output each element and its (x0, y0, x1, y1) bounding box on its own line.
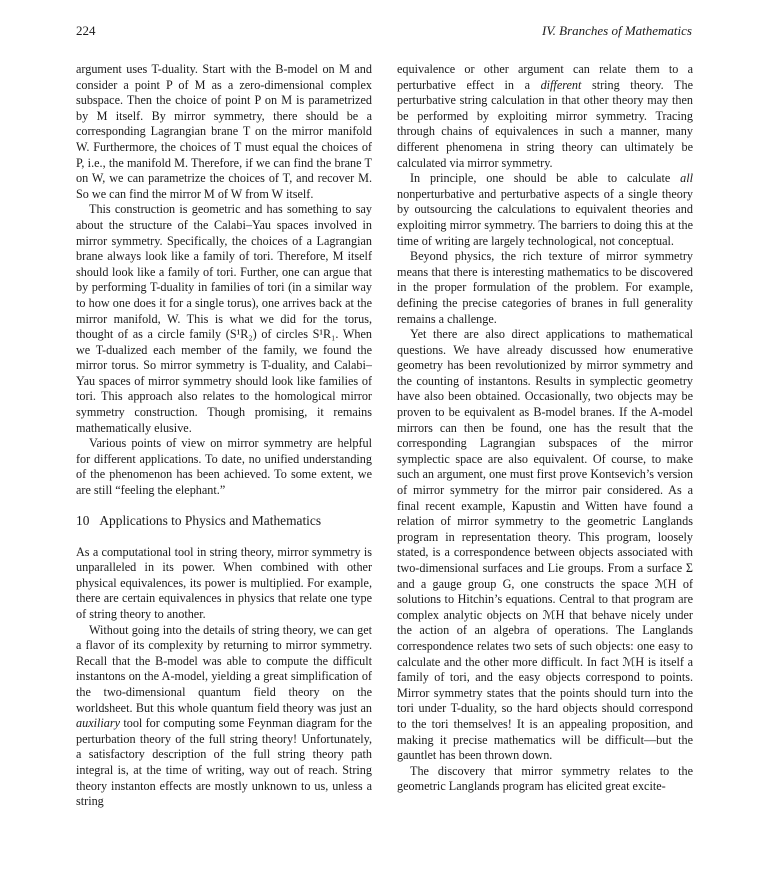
text-run: In principle, one should be able to calculate (410, 171, 681, 186)
paragraph (397, 62, 693, 171)
paragraph: Yet there are also direct applications to mathematical questions. We have already discussed how enumerative geometry has been revolutionized by mirror symmetry and the counting of instantons. Results in symplectic geometry have also been obtained. Occasionally, two objects may be proven to be equivalent as B-model branes. If the A-model mirrors can then be found, one has the result that the corresponding Lagrangian subspaces of the mirror symplectic space are also equivalent. Of course, to make such an argument, one must first prove Kontsevich’s version of mirror symmetry for the mirror pair considered. As a final recent example, Kapustin and Witten have found a relation of mirror symmetry to the geometric Langlands program in representation theory. This program, loosely stated, is a correspondence between objects associated with two-dimensional surfaces and Lie groups. From a surface Σ and a gauge group G, one constructs the space ℳH of solutions to Hitchin’s equations. Central to that program are complex analytic objects on ℳH that behave nicely under the action of an algebra of operations. The Langlands correspondence relates two sets of such objects: one easy to calculate and the other more difficult. In fact ℳH is itself a family of tori, and the easy objects correspond to points. Mirror symmetry states that the points should turn into the tori under T-duality, so the hard objects should correspond to the tori themselves! It is an appealing proposition, and making it precise mathematics will be difficult—but the gauntlet has been thrown down. (397, 327, 693, 763)
section-title: IV. Branches of Mathematics (542, 23, 692, 38)
paragraph: argument uses T-duality. Start with the B-model on M and consider a point P of M as a zero-dimensional complex subspace. Then the choice of point P on M is parametrized by M itself. By mirror symmetry, there should be a corresponding Lagrangian brane T on the mirror manifold W. Furthermore, the choices of T must equal the choices of P, i.e., the manifold M. Therefore, if we can find the brane T on W, we can parametrize the choices of T, and recover M. So we can find the mirror M of W from W itself. (76, 62, 372, 201)
section-heading-title: Applications to Physics and Mathematics (99, 512, 322, 528)
right-column (397, 62, 693, 862)
paragraph: The discovery that mirror symmetry relates to the geometric Langlands program has elicited great excite- (397, 763, 693, 794)
text-run: tool for computing some Feynman diagram for the perturbation theory of the full string theory! Unfortunately, a satisfactory description of the full string theory path integral is, at the time of writing, way out of reach. String theory instanton effects are mostly unknown to us, unless a string (76, 716, 372, 809)
emphasis: auxiliary (76, 716, 121, 731)
left-column (76, 62, 372, 862)
text-run: nonperturbative and perturbative aspects of a single theory by outsourcing the calculations to equivalent theories and exploiting mirror symmetry. The barriers to doing this at the time of writing are largely technological, not conceptual. (397, 186, 693, 248)
paragraph: Various points of view on mirror symmetry are helpful for different applications. To date, no unified understanding of the phenomenon has been achieved. To some extent, we are still “feeling the elephant.” (76, 436, 372, 498)
page-number: 224 (76, 23, 96, 38)
running-head (76, 22, 692, 40)
paragraph: This construction is geometric and has something to say about the structure of the Calabi–Yau spaces involved in mirror symmetry. Specifically, the choices of a Lagrangian brane always look like a family of tori. Therefore, M itself should look like a family of tori. Further, one can argue that by performing T-duality in families of tori (in a similar way to how one does it for a single torus), one arrives back at the mirror manifold, W. This is what we did for the torus, thought of as a circle family (S¹R₂) of circles S¹R₁. When we T-dualized each member of the family, we found the mirror torus. So mirror symmetry is T-duality, and Calabi–Yau spaces of mirror symmetry should look like families of tori. This approach also relates to the homological mirror symmetry construction. Though promising, it remains mathematically elusive. (76, 202, 372, 435)
emphasis: different (540, 77, 582, 92)
paragraph: Beyond physics, the rich texture of mirror symmetry means that there is interesting mathematics to be discovered in the proper formulation of the problem. For example, defining the precise categories of branes in full generality remains a challenge. (397, 249, 693, 326)
text-run: equivalence or other argument can relate them to a perturbative effect in a (397, 62, 693, 92)
paragraph (76, 623, 372, 810)
section-heading (76, 513, 372, 529)
paragraph: As a computational tool in string theory, mirror symmetry is unparalleled in its power. When combined with other physical equivalences, its power is multiplied. For example, there are certain equivalences in physics that relate one type of string theory to another. (76, 544, 372, 621)
emphasis: all (680, 171, 693, 186)
section-number: 10 (76, 512, 90, 528)
text-run: Without going into the details of string theory, we can get a flavor of its complexity by returning to mirror symmetry. Recall that the B-model was able to compute the difficult instantons on the A-model, yielding a great simplification of the two-dimensional quantum field theory on the worldsheet. But this whole quantum field theory was just an (76, 622, 372, 715)
text-run: string theory. The perturbative string calculation in that other theory may then be performed by exploiting mirror symmetry. Tracing through chains of equivalences in such a manner, many different phenomena in string theory can ultimately be calculated via mirror symmetry. (397, 77, 693, 170)
paragraph (397, 171, 693, 249)
